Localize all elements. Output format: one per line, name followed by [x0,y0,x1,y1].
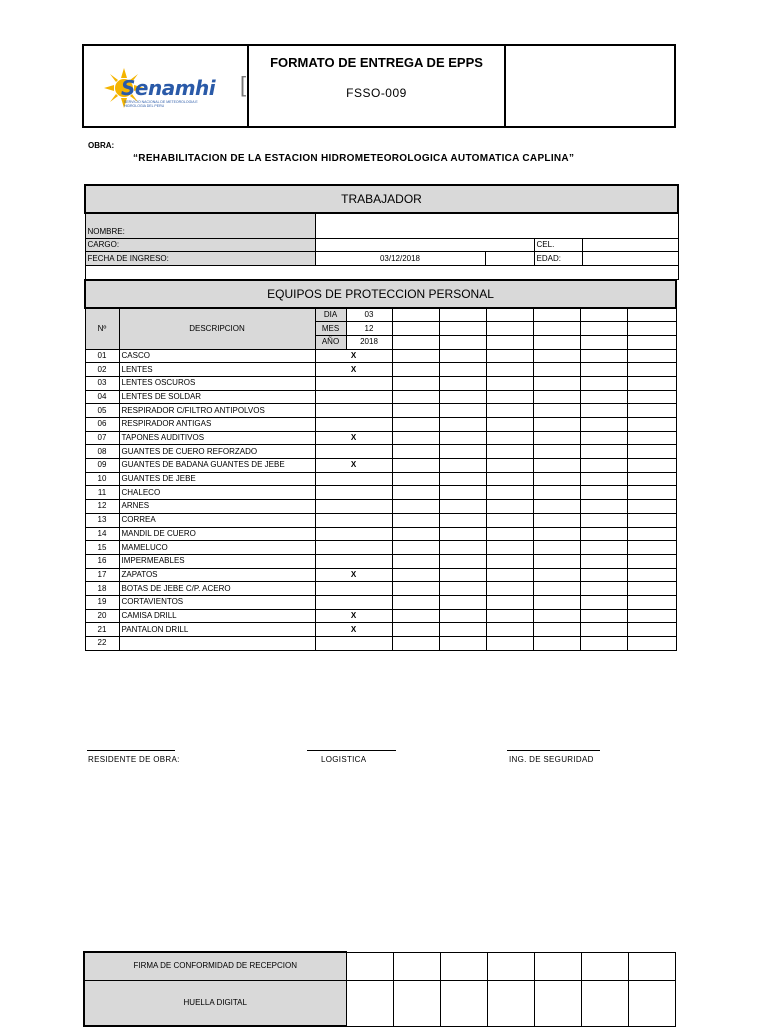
item-mark-cell[interactable] [627,541,676,555]
item-mark-cell[interactable] [580,554,627,568]
item-mark-cell[interactable] [627,609,676,623]
item-mark-cell[interactable] [580,404,627,418]
item-number: 07 [85,431,119,445]
item-description: GUANTES DE CUERO REFORZADO [119,445,315,459]
item-mark-cell[interactable] [627,363,676,377]
item-mark-cell[interactable] [486,472,533,486]
item-mark-cell[interactable] [580,349,627,363]
item-mark[interactable] [315,472,392,486]
item-mark-cell[interactable] [580,445,627,459]
firma-conformidad-label: FIRMA DE CONFORMIDAD DE RECEPCION [84,952,346,980]
item-mark-cell[interactable] [533,418,580,432]
item-number: 09 [85,459,119,473]
item-description: MAMELUCO [119,541,315,555]
obra-value: “REHABILITACION DE LA ESTACION HIDROMETEOROLOGICA AUTOMATICA CAPLINA” [133,153,575,164]
firma-cell[interactable] [534,952,581,980]
item-mark-cell[interactable] [627,595,676,609]
item-number: 17 [85,568,119,582]
cel-field[interactable] [582,238,678,252]
item-mark[interactable] [315,376,392,390]
item-description: MANDIL DE CUERO [119,527,315,541]
item-mark-cell[interactable] [486,363,533,377]
item-mark-cell[interactable] [439,390,486,404]
item-mark-cell[interactable] [627,582,676,596]
item-mark[interactable]: X [315,609,392,623]
col-descripcion-header: DESCRIPCION [119,308,315,349]
firma-cell[interactable] [628,952,675,980]
item-mark-cell[interactable] [533,500,580,514]
item-mark-cell[interactable] [627,500,676,514]
epp-item-row [85,595,676,609]
epp-item-row [85,609,676,623]
item-description: GUANTES DE BADANA GUANTES DE JEBE [119,459,315,473]
epp-title: EQUIPOS DE PROTECCION PERSONAL [85,280,676,308]
item-mark-cell[interactable] [533,541,580,555]
epp-item-row [85,623,676,637]
item-description: BOTAS DE JEBE C/P. ACERO [119,582,315,596]
huella-cell[interactable] [393,980,440,1026]
item-mark[interactable]: X [315,349,392,363]
logistica-signature-line [307,750,396,751]
fecha-blank [485,252,534,266]
item-mark-cell[interactable] [439,623,486,637]
item-number: 04 [85,390,119,404]
item-mark-cell[interactable] [439,637,486,651]
fecha-ingreso-value: 03/12/2018 [315,252,485,266]
item-mark-cell[interactable] [486,390,533,404]
title-cell [249,46,506,126]
item-mark-cell[interactable] [392,582,439,596]
epp-item-row [85,472,676,486]
item-mark-cell[interactable] [533,349,580,363]
epp-item-row [85,363,676,377]
item-mark[interactable] [315,541,392,555]
item-mark-cell[interactable] [392,349,439,363]
huella-cell[interactable] [581,980,628,1026]
item-mark-cell[interactable] [533,486,580,500]
item-mark-cell[interactable] [486,595,533,609]
trabajador-title: TRABAJADOR [85,185,678,213]
item-number: 15 [85,541,119,555]
epp-item-row [85,582,676,596]
edad-field[interactable] [582,252,678,266]
logo-wordmark: Senamhi [121,76,216,100]
item-mark-cell[interactable] [627,527,676,541]
item-mark-cell[interactable] [533,595,580,609]
item-mark-cell[interactable] [580,541,627,555]
item-mark-cell[interactable] [627,390,676,404]
item-mark[interactable] [315,445,392,459]
item-mark-cell[interactable] [486,459,533,473]
item-mark-cell[interactable] [580,376,627,390]
item-mark-cell[interactable] [439,376,486,390]
item-number: 22 [85,637,119,651]
item-mark-cell[interactable] [392,623,439,637]
item-mark-cell[interactable] [533,582,580,596]
item-number: 03 [85,376,119,390]
epp-item-row [85,445,676,459]
item-description: PANTALON DRILL [119,623,315,637]
item-description: CASCO [119,349,315,363]
epp-item-row [85,513,676,527]
item-mark-cell[interactable] [627,623,676,637]
epp-item-row [85,637,676,651]
cargo-label: CARGO: [85,238,315,252]
obra-label: OBRA: [88,141,115,150]
item-number: 18 [85,582,119,596]
item-mark-cell[interactable] [439,554,486,568]
trabajador-spacer-row [85,265,678,279]
item-description: RESPIRADOR ANTIGAS [119,418,315,432]
anio-value: 2018 [346,335,392,349]
item-mark-cell[interactable] [392,500,439,514]
logo-subtitle: SERVICIO NACIONAL DE METEOROLOGIA E HIDROLOGIA DEL PERU [124,100,198,108]
item-mark-cell[interactable] [580,637,627,651]
item-mark[interactable] [315,554,392,568]
item-mark-cell[interactable] [486,349,533,363]
item-mark[interactable]: X [315,431,392,445]
item-mark-cell[interactable] [627,445,676,459]
epp-item-row [85,500,676,514]
item-mark-cell[interactable] [392,376,439,390]
item-description: IMPERMEABLES [119,554,315,568]
item-number: 06 [85,418,119,432]
item-description: TAPONES AUDITIVOS [119,431,315,445]
item-mark-cell[interactable] [439,500,486,514]
item-mark[interactable] [315,513,392,527]
item-mark-cell[interactable] [627,349,676,363]
item-mark-cell[interactable] [627,554,676,568]
seguridad-label: ING. DE SEGURIDAD [509,755,594,764]
col-no-header: Nº [85,308,119,349]
item-mark-cell[interactable] [392,459,439,473]
logo-cell [84,46,249,126]
item-mark-cell[interactable] [486,431,533,445]
item-mark-cell[interactable] [439,472,486,486]
item-mark-cell[interactable] [392,431,439,445]
item-mark-cell[interactable] [486,376,533,390]
item-mark-cell[interactable] [439,431,486,445]
item-mark-cell[interactable] [392,363,439,377]
item-description: CHALECO [119,486,315,500]
item-mark-cell[interactable] [533,445,580,459]
item-mark-cell[interactable] [533,404,580,418]
huella-digital-label: HUELLA DIGITAL [84,980,346,1026]
item-mark-cell[interactable] [533,554,580,568]
item-mark[interactable]: X [315,459,392,473]
item-mark-cell[interactable] [439,568,486,582]
nombre-label: NOMBRE: [85,213,315,238]
item-mark-cell[interactable] [439,418,486,432]
document-code: FSSO-009 [346,86,407,100]
item-mark-cell[interactable] [486,582,533,596]
epp-item-row [85,568,676,582]
epp-item-row [85,541,676,555]
item-description [119,637,315,651]
epp-item-row [85,418,676,432]
item-mark-cell[interactable] [439,513,486,527]
item-number: 11 [85,486,119,500]
item-mark-cell[interactable] [439,595,486,609]
item-mark-cell[interactable] [392,404,439,418]
epp-item-row [85,431,676,445]
nombre-field[interactable] [315,213,678,238]
item-mark-cell[interactable] [580,500,627,514]
item-mark[interactable] [315,418,392,432]
item-mark-cell[interactable] [486,568,533,582]
item-mark-cell[interactable] [392,418,439,432]
item-mark-cell[interactable] [580,431,627,445]
item-mark-cell[interactable] [486,554,533,568]
item-mark-cell[interactable] [486,500,533,514]
item-mark-cell[interactable] [486,637,533,651]
item-description: RESPIRADOR C/FILTRO ANTIPOLVOS [119,404,315,418]
item-mark-cell[interactable] [439,541,486,555]
item-mark-cell[interactable] [627,568,676,582]
item-mark-cell[interactable] [486,445,533,459]
item-mark-cell[interactable] [580,363,627,377]
item-mark-cell[interactable] [580,390,627,404]
item-mark-cell[interactable] [580,513,627,527]
item-mark-cell[interactable] [439,609,486,623]
item-mark-cell[interactable] [627,513,676,527]
huella-cell[interactable] [487,980,534,1026]
item-mark-cell[interactable] [533,623,580,637]
epp-item-row [85,486,676,500]
item-mark-cell[interactable] [580,418,627,432]
footer-table [83,951,676,1027]
item-description: LENTES DE SOLDAR [119,390,315,404]
trabajador-table [84,184,679,280]
item-description: ARNES [119,500,315,514]
epp-item-row [85,404,676,418]
item-mark-cell[interactable] [439,349,486,363]
item-mark-cell[interactable] [533,431,580,445]
item-mark[interactable] [315,500,392,514]
anio-label: AÑO [315,335,346,349]
item-mark-cell[interactable] [486,513,533,527]
item-mark[interactable] [315,527,392,541]
item-description: CORTAVIENTOS [119,595,315,609]
epp-item-row [85,527,676,541]
item-mark-cell[interactable] [486,486,533,500]
item-mark-cell[interactable] [439,404,486,418]
cargo-field[interactable] [315,238,534,252]
seguridad-signature-line [507,750,600,751]
item-mark[interactable] [315,582,392,596]
item-description: ZAPATOS [119,568,315,582]
firma-cell[interactable] [581,952,628,980]
item-mark-cell[interactable] [533,527,580,541]
item-description: LENTES [119,363,315,377]
dia-value: 03 [346,308,392,322]
item-mark-cell[interactable] [439,445,486,459]
item-mark-cell[interactable] [486,404,533,418]
item-mark[interactable] [315,637,392,651]
epp-item-row [85,376,676,390]
mes-value: 12 [346,322,392,336]
item-mark-cell[interactable] [533,363,580,377]
firma-cell[interactable] [393,952,440,980]
item-mark-cell[interactable] [627,376,676,390]
item-mark-cell[interactable] [627,404,676,418]
item-mark-cell[interactable] [533,609,580,623]
item-mark-cell[interactable] [627,459,676,473]
item-mark-cell[interactable] [580,472,627,486]
item-mark-cell[interactable] [533,390,580,404]
epp-table [84,279,677,651]
mes-label: MES [315,322,346,336]
edad-label: EDAD: [534,252,582,266]
item-mark-cell[interactable] [439,486,486,500]
huella-cell[interactable] [628,980,675,1026]
item-mark-cell[interactable] [439,459,486,473]
item-number: 20 [85,609,119,623]
item-mark-cell[interactable] [392,472,439,486]
fecha-ingreso-label: FECHA DE INGRESO: [85,252,315,266]
item-number: 14 [85,527,119,541]
item-mark-cell[interactable] [392,568,439,582]
epp-item-row [85,349,676,363]
item-number: 19 [85,595,119,609]
residente-label: RESIDENTE DE OBRA: [88,755,180,764]
item-mark-cell[interactable] [392,637,439,651]
item-number: 12 [85,500,119,514]
firma-cell[interactable] [346,952,393,980]
item-mark-cell[interactable] [486,609,533,623]
dia-label: DIA [315,308,346,322]
item-mark[interactable] [315,595,392,609]
item-mark-cell[interactable] [533,376,580,390]
item-mark[interactable]: X [315,363,392,377]
epp-item-row [85,390,676,404]
cel-label: CEL. [534,238,582,252]
item-mark-cell[interactable] [580,568,627,582]
item-mark-cell[interactable] [627,637,676,651]
item-description: GUANTES DE JEBE [119,472,315,486]
firma-cell[interactable] [487,952,534,980]
epp-item-row [85,459,676,473]
bracket-glyph: [ [240,72,247,97]
item-number: 10 [85,472,119,486]
item-description: CAMISA DRILL [119,609,315,623]
item-number: 02 [85,363,119,377]
item-description: CORREA [119,513,315,527]
logistica-label: LOGISTICA [321,755,367,764]
item-mark-cell[interactable] [392,595,439,609]
item-mark-cell[interactable] [392,541,439,555]
item-mark-cell[interactable] [533,568,580,582]
header-blank-cell [506,46,674,126]
huella-cell[interactable] [534,980,581,1026]
document-header [82,44,676,128]
item-mark-cell[interactable] [533,472,580,486]
item-mark-cell[interactable] [580,595,627,609]
item-number: 21 [85,623,119,637]
item-mark-cell[interactable] [392,609,439,623]
item-mark-cell[interactable] [580,459,627,473]
firma-cell[interactable] [440,952,487,980]
item-description: LENTES OSCUROS [119,376,315,390]
item-mark-cell[interactable] [627,472,676,486]
item-mark-cell[interactable] [627,431,676,445]
residente-signature-line [87,750,175,751]
item-number: 01 [85,349,119,363]
huella-cell[interactable] [346,980,393,1026]
item-mark-cell[interactable] [580,623,627,637]
item-mark-cell[interactable] [486,418,533,432]
item-mark-cell[interactable] [580,582,627,596]
item-mark-cell[interactable] [533,459,580,473]
document-title: FORMATO DE ENTREGA DE EPPS [270,55,483,70]
item-mark-cell[interactable] [439,582,486,596]
item-mark-cell[interactable] [392,513,439,527]
item-mark-cell[interactable] [392,445,439,459]
item-mark[interactable] [315,486,392,500]
epp-item-row [85,554,676,568]
item-mark-cell[interactable] [486,527,533,541]
item-mark-cell[interactable] [627,486,676,500]
item-mark[interactable]: X [315,568,392,582]
item-mark-cell[interactable] [439,363,486,377]
item-mark[interactable]: X [315,623,392,637]
item-mark-cell[interactable] [392,527,439,541]
item-number: 08 [85,445,119,459]
item-mark-cell[interactable] [580,527,627,541]
item-mark-cell[interactable] [486,541,533,555]
item-mark-cell[interactable] [392,554,439,568]
huella-cell[interactable] [440,980,487,1026]
item-mark-cell[interactable] [533,513,580,527]
item-mark-cell[interactable] [580,486,627,500]
item-mark-cell[interactable] [392,486,439,500]
item-number: 13 [85,513,119,527]
item-number: 05 [85,404,119,418]
item-mark-cell[interactable] [439,527,486,541]
item-mark[interactable] [315,390,392,404]
item-number: 16 [85,554,119,568]
item-mark-cell[interactable] [533,637,580,651]
item-mark[interactable] [315,404,392,418]
item-mark-cell[interactable] [392,390,439,404]
item-mark-cell[interactable] [486,623,533,637]
item-mark-cell[interactable] [627,418,676,432]
item-mark-cell[interactable] [580,609,627,623]
